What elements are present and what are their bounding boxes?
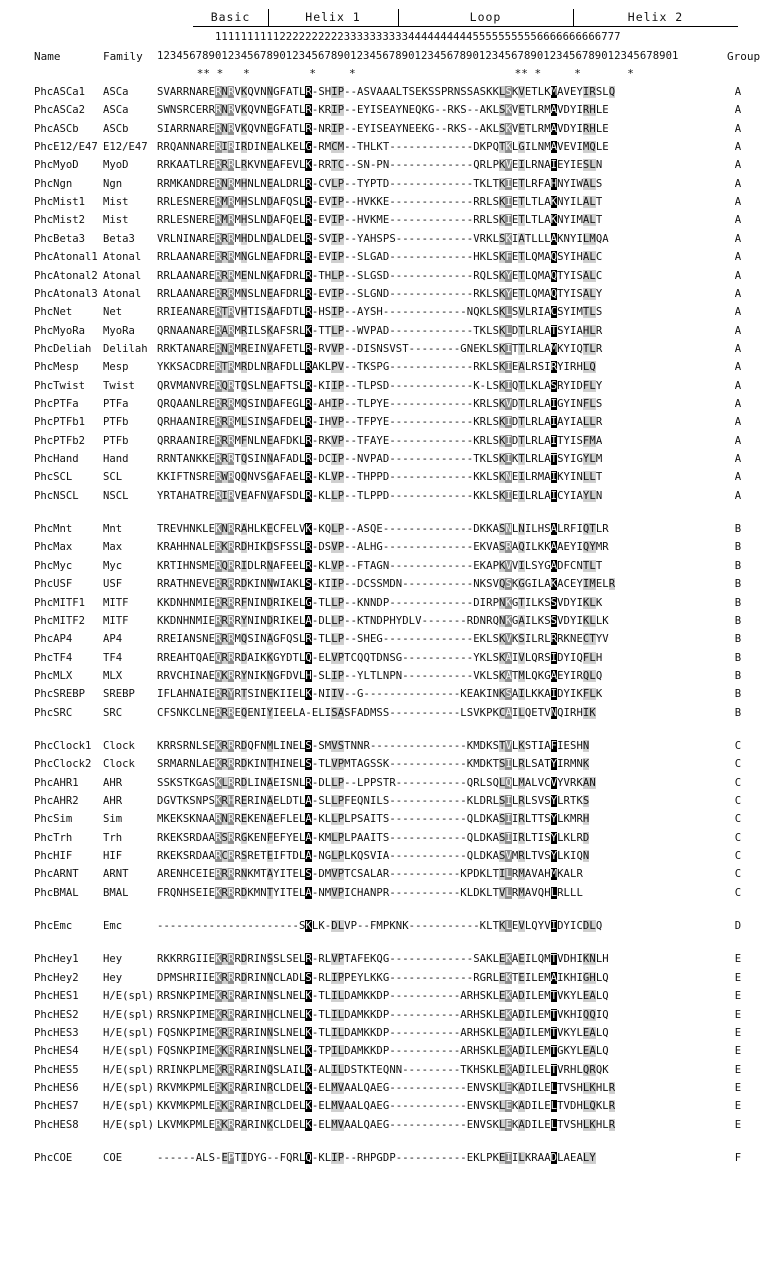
sequence-residues: KKVMKPMLERKRRARINRCLDELK-ELMVAALQAEG------------ENVSKLEKADILELTVDHLQKLR [157, 1100, 616, 1113]
sequence-residues: KKDNHNMIERRRRYNINDRIKELA-DLLP--KTNDPHYDLV-------RDNRQNKGAILKSSVDYIKLLK [157, 614, 609, 627]
sequence-group: B [734, 669, 742, 682]
sequence-residues: SWNSRCERRRNRVKQVNEGFATLR-KRIP--EYISEAYNEQKG--RKS--AKLSKVETLRMAVDYIRHLE [157, 104, 609, 117]
sequence-residues: RRLAANARERRRMNGLNEAFDRLR-EVIP--SLGAD-------------HKLSKFETLQMAQSYIHALC [157, 251, 603, 264]
sequence-residues: SVARRNARERNRVKQVNNGFATLR-SHIP--ASVAAALTSEKSSPRNSSASKKLSKVETLKMAVEYIRSLQ [157, 86, 616, 98]
table-row [0, 416, 772, 434]
sequence-name: PhcPTFb1 [34, 416, 86, 429]
table-row [0, 1045, 772, 1063]
sequence-family: ASCa [103, 104, 129, 117]
sequence-family: H/E(spl) [103, 990, 155, 1003]
sequence-group: E [734, 1100, 742, 1113]
sequence-name: PhcAtonal3 [34, 287, 98, 300]
sequence-family: ASCa [103, 86, 129, 98]
sequence-name: PhcClock1 [34, 739, 92, 752]
sequence-group: A [734, 269, 742, 282]
sequence-group: A [734, 159, 742, 172]
sequence-name: PhcAHR2 [34, 795, 79, 807]
sequence-residues: KKDNHNMIERRRRFNINDRIKELG-TLLP--KNNDP-------------DIRPNKGTILKSSVDYIKLK [157, 596, 603, 609]
sequence-group: C [734, 795, 742, 807]
sequence-name: PhcARNT [34, 868, 79, 881]
sequence-family: Mist [103, 196, 129, 209]
sequence-family: SRC [103, 706, 123, 719]
sequence-family: H/E(spl) [103, 1081, 155, 1094]
sequence-residues: RRLAANARERRRMNSLNEAFDRLR-EVIP--SLGND-------------RKLSKYETLQMAQTYISALY [157, 287, 603, 300]
sequence-family: PTFb [103, 416, 129, 429]
sequence-family: H/E(spl) [103, 1063, 155, 1076]
sequence-name: PhcE12/E47 [34, 141, 98, 153]
sequence-group: A [734, 214, 742, 227]
sequence-name: PhcHES5 [34, 1063, 79, 1076]
sequence-family: H/E(spl) [103, 1008, 155, 1021]
sequence-name: PhcDeliah [34, 342, 92, 355]
sequence-residues: FQSNKPIMEKRRRARINNSLNELK-TLILDAMKKDP-----------ARHSKLEKADILEMTVKYLEALQ [157, 1026, 609, 1039]
sequence-group: A [734, 104, 742, 117]
sequence-name: PhcSREBP [34, 688, 86, 701]
sequence-group: B [734, 559, 742, 572]
table-row [0, 233, 772, 251]
table-row [0, 104, 772, 122]
sequence-family: SREBP [103, 688, 135, 701]
table-row [0, 652, 772, 670]
sequence-name: PhcASCb [34, 122, 79, 135]
sequence-residues: SIARRNARERNRVKQVNEGFATLR-NRIP--EYISEAYNEEKG--RKS--AKLSKVETLRMAVDYIRHLE [157, 122, 609, 135]
table-row [0, 670, 772, 688]
family-column-header: Family [103, 50, 143, 63]
sequence-group: A [734, 86, 742, 98]
sequence-family: Ngn [103, 177, 123, 190]
sequence-family: ARNT [103, 868, 129, 881]
sequence-name: PhcMnt [34, 523, 73, 536]
sequence-group: A [734, 489, 742, 502]
sequence-residues: RRMKANDRERNRMHNLNEALDRLR-CVLP--TYPTD-------------TKLTKIETLRFAHNYIWALS [157, 177, 603, 190]
sequence-name: PhcTrh [34, 831, 73, 844]
table-row [0, 615, 772, 633]
table-row [0, 832, 772, 850]
table-row [0, 141, 772, 159]
sequence-group: A [734, 306, 742, 319]
sequence-family: Myc [103, 559, 123, 572]
sequence-name: PhcNet [34, 306, 73, 319]
sequence-family: Atonal [103, 251, 142, 264]
sequence-family: Sim [103, 813, 123, 826]
sequence-group: C [734, 831, 742, 844]
sequence-name: PhcHES2 [34, 1008, 79, 1021]
sequence-family: E12/E47 [103, 141, 148, 153]
sequence-name: PhcHey1 [34, 953, 79, 966]
sequence-family: H/E(spl) [103, 1026, 155, 1039]
table-row [0, 688, 772, 706]
sequence-family: H/E(spl) [103, 1100, 155, 1113]
sequence-name: PhcHES1 [34, 990, 79, 1003]
sequence-family: Max [103, 541, 123, 554]
sequence-group: B [734, 706, 742, 719]
name-column-header: Name [34, 50, 61, 63]
sequence-family: MITF [103, 614, 129, 627]
sequence-family: Hey [103, 971, 123, 984]
sequence-residues: RKEKSRDAARCRRSRETEIFTDLA-NGLPLKQSVIA------------QLDKASVMRLTVSYLKIQN [157, 850, 590, 862]
sequence-group: E [734, 1081, 742, 1094]
sequence-name: PhcNSCL [34, 489, 79, 502]
region-bar [193, 26, 738, 27]
sequence-family: Clock [103, 739, 135, 752]
sequence-family: Mesp [103, 361, 129, 374]
sequence-family: Trh [103, 831, 123, 844]
sequence-residues: FRQNHSEIEKRRRDKMNTYITELA-NMVPICHANPR-----------KLDKLTVLRMAVQHLRLLL [157, 886, 583, 899]
sequence-residues: RRNTANKKERRRTQSINNAFADLR-DCIP--NVPAD-------------TKLSKIKTLRLATSYIGYLM [157, 453, 603, 465]
table-row [0, 398, 772, 416]
table-row [0, 343, 772, 361]
sequence-residues: RKVMKPMLERKRRARINRCLDELK-ELMVAALQAEG------------ENVSKLEKADILELTVSHLKHLR [157, 1081, 616, 1094]
table-row [0, 1119, 772, 1137]
sequence-residues: KRAHHNALERKRRDHIKDSFSSLR-DSVP--ALHG--------------EKVASRAQILKKAAEYIQYMR [157, 541, 609, 554]
sequence-name: PhcHES7 [34, 1100, 79, 1113]
sequence-name: PhcHES4 [34, 1045, 79, 1058]
sequence-group: A [734, 251, 742, 264]
table-row [0, 435, 772, 453]
table-row [0, 86, 772, 104]
sequence-residues: RKKRRGIIEKRRRDRINSSLSELR-RLVPTAFEKQG-------------SAKLEKAEILQMTVDHIKNLH [157, 953, 609, 966]
table-row [0, 490, 772, 508]
sequence-name: PhcMITF2 [34, 614, 86, 627]
sequence-family: COE [103, 1151, 123, 1164]
sequence-residues: DGVTKSNPSKRHRERINAELDTLA-SLLPFEQNILS------------KLDRLSILRLSVSYLRTKS [157, 795, 590, 807]
sequence-family: Twist [103, 379, 135, 392]
sequence-group: C [734, 739, 742, 752]
sequence-name: PhcHES6 [34, 1081, 79, 1094]
sequence-group: B [734, 614, 742, 627]
sequence-name: PhcSim [34, 813, 73, 826]
sequence-group: A [734, 196, 742, 209]
sequence-residues: SRMARNLAEKRRRDKINTHINELS-TLVPMTAGSSK------------KMDKTSILRLSATYIRMNK [157, 758, 590, 771]
table-row [0, 288, 772, 306]
sequence-name: PhcSRC [34, 706, 73, 719]
sequence-family: Mist [103, 214, 129, 227]
sequence-residues: ------ALS-EPTIDYG--FQRLQ-KLIP--RHPGDP-----------EKLPKEIILKRAADLAEALY [157, 1151, 596, 1164]
sequence-group: E [734, 1063, 742, 1076]
sequence-residues: DPMSHRIIEKRRRDRINNCLADLS-RLIPPEYLKKG-------------RGRLEKTEILEMAIKHIGHLQ [157, 971, 609, 984]
sequence-name: PhcAP4 [34, 633, 73, 646]
sequence-residues: YKKSACDRERTRMRDLNRAFDLLRAKLPV--TKSPG-------------RKLSKIEALRSIRYIRHLQ [157, 361, 596, 374]
sequence-residues: RRLESNERERMRMHSLNDAFQSLR-EVIP--HVKKE-------------RRLSKIETLTLAKNYILALT [157, 196, 603, 209]
sequence-name: PhcMax [34, 541, 73, 554]
table-row [0, 1100, 772, 1118]
sequence-group: E [734, 1008, 742, 1021]
table-row [0, 707, 772, 725]
sequence-residues: SSKSTKGASKLRRDLINAEISNLR-DLLP--LPPSTR-----------QRLSQLQLMALVCVYVRKAN [157, 776, 596, 789]
table-row [0, 1082, 772, 1100]
sequence-residues: RRQANNARERIRIRDINEALKELG-RMCM--THLKT-------------DKPQTKLGILNMAVEVIMQLE [157, 141, 609, 153]
sequence-family: Atonal [103, 269, 142, 282]
table-row [0, 953, 772, 971]
sequence-name: PhcPTFa [34, 398, 79, 410]
sequence-family: AHR [103, 795, 123, 807]
sequence-name: PhcUSF [34, 578, 73, 591]
sequence-residues: RRIEANARERTRVHTISAAFDTLR-HSIP--AYSH-------------NQKLSKLSVLRIACSYIMTLS [157, 306, 603, 319]
table-row [0, 523, 772, 541]
sequence-residues: QRNAANARERARMRILSKAFSRLK-TTLP--WVPAD-------------TKLSKLDTLRLATSYIAHLR [157, 324, 603, 337]
sequence-family: MLX [103, 669, 123, 682]
sequence-family: AHR [103, 776, 123, 789]
sequence-group: C [734, 886, 742, 899]
sequence-group: D [734, 920, 742, 933]
sequence-group: E [734, 971, 742, 984]
sequence-family: SCL [103, 471, 123, 484]
sequence-name: PhcSCL [34, 471, 73, 484]
sequence-group: A [734, 324, 742, 337]
sequence-name: PhcHIF [34, 850, 73, 862]
sequence-name: PhcTF4 [34, 651, 73, 664]
sequence-group: B [734, 541, 742, 554]
sequence-residues: RRSNKPIMEKRRRARINHCLNELK-TLILDAMKKDP-----------ARHSKLEKADILEMTVKHIQQIQ [157, 1008, 609, 1021]
sequence-name: PhcHey2 [34, 971, 79, 984]
sequence-name: PhcMyc [34, 559, 73, 572]
sequence-residues: FQSNKPIMEKKRRARINNSLNELK-TPILDAMKKDP-----------ARHSKLEKADILEMTGKYLEALQ [157, 1045, 609, 1058]
sequence-residues: KRTIHNSMERQRRIDLRNAFEELR-KLVP--FTAGN-------------EKAPKVVILSYGADFCNTLT [157, 559, 603, 572]
table-row [0, 159, 772, 177]
table-row [0, 325, 772, 343]
table-row [0, 270, 772, 288]
sequence-family: MITF [103, 596, 129, 609]
sequence-group: C [734, 850, 742, 862]
table-row [0, 178, 772, 196]
sequence-residues: MKEKSKNAARNRREKENAEFLELA-KLLPLPSAITS------------QLDKASIIRLTTSYLKMRH [157, 813, 590, 826]
table-row [0, 920, 772, 938]
sequence-group: B [734, 651, 742, 664]
sequence-family: NSCL [103, 489, 129, 502]
sequence-residues: RRKAATLRERRRLRKVNEAFEVLK-RRTC--SN-PN-------------QRLPKVEILRNAIEYIESLN [157, 159, 603, 172]
sequence-family: USF [103, 578, 123, 591]
sequence-family: TF4 [103, 651, 123, 664]
sequence-residues: RRINKPLMEKRRRARINQSLAILK-ALILDSTKTEQNN---------TKHSKLEKADILELTVRHLQRQK [157, 1063, 609, 1076]
sequence-family: H/E(spl) [103, 1045, 155, 1058]
sequence-family: PTFa [103, 398, 129, 410]
sequence-group: A [734, 416, 742, 429]
sequence-family: Atonal [103, 287, 142, 300]
sequence-name: PhcASCa1 [34, 86, 86, 98]
sequence-residues: QRHAANIRERRRMLSINSAFDELR-IHVP--TFPYE-------------KRLSKIDTLRLAIAYIALLR [157, 416, 603, 429]
sequence-residues: RRLAANARERRRMENLNKAFDRLR-THLP--SLGSD-------------RQLSKYETLQMAQTYISALC [157, 269, 603, 282]
sequence-name: PhcHand [34, 453, 79, 465]
sequence-residues: RREIANSNERRRMQSINAGFQSLR-TLLP--SHEG--------------EKLSKVKSILRLRRKNECTYV [157, 633, 609, 646]
table-row [0, 758, 772, 776]
sequence-name: PhcMITF1 [34, 596, 86, 609]
sequence-name: PhcMist2 [34, 214, 86, 227]
table-row [0, 813, 772, 831]
conserved-position-marks: ** * * * * ** * * * [157, 67, 634, 80]
sequence-residues: RRATHNEVERRRRDKINNWIAKLS-KIIP--DCSSMDN-----------NKSVQSKGGILAKACEYIMELR [157, 578, 616, 591]
sequence-family: Net [103, 306, 123, 319]
sequence-name: PhcMyoRa [34, 324, 86, 337]
sequence-group: A [734, 342, 742, 355]
sequence-residues: KKIFTNSRERWRQQNVSGAFAELR-KLVP--THPPD-------------KKLSKNEILRMAIKYINLLT [157, 471, 603, 484]
region-basic-label: Basic [210, 10, 251, 24]
sequence-group: A [734, 361, 742, 374]
sequence-family: Emc [103, 920, 123, 933]
sequence-name: PhcHES3 [34, 1026, 79, 1039]
sequence-residues: IFLAHNAIERRYRTSINEKIIELK-NIIV--G---------------KEAKINKSAILKKAIDYIKFLK [157, 688, 603, 701]
sequence-name: PhcAtonal1 [34, 251, 98, 264]
sequence-name: PhcPTFb2 [34, 434, 86, 447]
sequence-group: A [734, 141, 742, 153]
sequence-group: A [734, 122, 742, 135]
sequence-name: PhcTwist [34, 379, 86, 392]
sequence-family: MyoRa [103, 324, 135, 337]
sequence-group: A [734, 287, 742, 300]
sequence-family: HIF [103, 850, 123, 862]
sequence-group: B [734, 596, 742, 609]
position-ones-row: 123456789012345678901234567890123456789012345678901234567890123456789012345678901 [157, 50, 679, 62]
table-row [0, 597, 772, 615]
sequence-residues: VRLNINARERRRMHDLNDALDELR-SVIP--YAHSPS------------VRKLSKIATLLLAKNYILMQA [157, 232, 609, 245]
table-row [0, 560, 772, 578]
sequence-group: B [734, 578, 742, 591]
sequence-name: PhcMLX [34, 669, 73, 682]
sequence-name: PhcHES8 [34, 1118, 79, 1131]
table-row [0, 471, 772, 489]
sequence-residues: QRQAANLRERRRMQSINDAFEGLR-AHIP--TLPYE-------------KRLSKVDTLRLAIGYINFLS [157, 398, 603, 410]
sequence-group: B [734, 523, 742, 536]
table-row [0, 795, 772, 813]
sequence-residues: QRVMANVRERQRTQSLNEAFTSLR-KIIP--TLPSD-------------K-LSKIQTLKLASRYIDFLY [157, 379, 603, 392]
group-column-header: Group [727, 50, 761, 63]
table-row [0, 380, 772, 398]
sequence-residues: RKEKSRDAARSRRGKENFEFYELA-KMLPLPAAITS------------QLDKASIIRLTISYLKLRD [157, 831, 590, 844]
table-row [0, 214, 772, 232]
sequence-group: A [734, 398, 742, 410]
sequence-name: PhcMist1 [34, 196, 86, 209]
sequence-name: PhcAtonal2 [34, 269, 98, 282]
sequence-family: Hand [103, 453, 129, 465]
sequence-residues: KRRSRNLSEKRRRDQFNMLINELS-SMVSTNNR---------------KMDKSTVLKSTIAFIESHN [157, 739, 590, 752]
region-loop-label: Loop [469, 10, 502, 24]
sequence-name: PhcClock2 [34, 758, 92, 771]
table-row [0, 868, 772, 886]
table-row [0, 1009, 772, 1027]
sequence-group: A [734, 232, 742, 245]
sequence-group: A [734, 379, 742, 392]
table-row [0, 453, 772, 471]
sequence-group: A [734, 471, 742, 484]
sequence-residues: TREVHNKLEKNRRAHLKECFELVK-KQLP--ASQE--------------DKKASNLNILHSALRFIQTLR [157, 523, 609, 536]
sequence-residues: CFSNKCLNERRREQENIYIEELA-ELISASFADMSS-----------LSVKPKCAILQETVNQIRHIK [157, 706, 596, 719]
table-row [0, 777, 772, 795]
sequence-family: PTFb [103, 434, 129, 447]
sequence-group: C [734, 813, 742, 826]
sequence-name: PhcMyoD [34, 159, 79, 172]
sequence-residues: RRLESNERERMRMHSLNDAFQELR-EVIP--HVKME-------------RRLSKIETLTLAKNYIMALT [157, 214, 603, 227]
sequence-name: PhcAHR1 [34, 776, 79, 789]
sequence-group: E [734, 953, 742, 966]
sequence-family: Clock [103, 758, 135, 771]
table-row [0, 887, 772, 905]
sequence-group: C [734, 868, 742, 881]
region-helix2-label: Helix 2 [627, 10, 684, 24]
table-row [0, 740, 772, 758]
sequence-residues: RRKTANARERNRMREINVAFETLR-RVVP--DISNSVST--------GNEKLSKITTLRLAMKYIQTLR [157, 342, 603, 355]
table-row [0, 1064, 772, 1082]
sequence-family: MyoD [103, 159, 129, 172]
sequence-group: B [734, 688, 742, 701]
sequence-group: E [734, 1045, 742, 1058]
table-row [0, 972, 772, 990]
sequence-family: Mnt [103, 523, 123, 536]
sequence-name: PhcBeta3 [34, 232, 86, 245]
sequence-name: PhcMesp [34, 361, 79, 374]
sequence-family: ASCb [103, 122, 129, 135]
sequence-name: PhcASCa2 [34, 104, 86, 117]
table-row [0, 196, 772, 214]
sequence-name: PhcBMAL [34, 886, 79, 899]
table-row [0, 850, 772, 868]
sequence-family: AP4 [103, 633, 123, 646]
sequence-residues: RRVCHINAEQKRRYNIKNGFDVLH-SLIP--YLTLNPN-----------VKLSKATMLQKGAEYIRQLQ [157, 669, 603, 682]
table-row [0, 541, 772, 559]
sequence-name: PhcEmc [34, 920, 73, 933]
sequence-family: Beta3 [103, 232, 135, 245]
sequence-residues: LKVMKPMLERKRRARINKCLDELK-ELMVAALQAEG------------ENVSKLEKADILELTVSHLKHLR [157, 1118, 616, 1131]
sequence-residues: ----------------------SKLK-DLVP--FMPKNK-----------KLTKLEVLQYVIDYICDLQ [157, 920, 603, 933]
sequence-group: C [734, 758, 742, 771]
sequence-group: E [734, 1118, 742, 1131]
sequence-family: Hey [103, 953, 123, 966]
sequence-group: A [734, 453, 742, 465]
sequence-residues: YRTAHATRERIRVEAFNVAFSDLR-KLLP--TLPPD-------------KKLSKIEILRLAICYIAYLN [157, 489, 603, 502]
sequence-name: PhcNgn [34, 177, 73, 190]
sequence-residues: QRRAANIRERRRMFNLNEAFDKLR-RKVP--TFAYE-------------KRLSKIDTLRLAITYISFMA [157, 434, 603, 447]
position-tens-row: 111111111122222222223333333333444444444455555555556666666666777 [157, 31, 621, 43]
sequence-group: E [734, 990, 742, 1003]
table-row [0, 361, 772, 379]
sequence-family: H/E(spl) [103, 1118, 155, 1131]
sequence-family: Delilah [103, 342, 148, 355]
sequence-group: B [734, 633, 742, 646]
table-row [0, 306, 772, 324]
table-row [0, 1027, 772, 1045]
sequence-residues: ARENHCEIERRRRNKMTAYITELS-DMVPTCSALAR-----------KPDKLTILRMAVAHMKALR [157, 868, 583, 881]
sequence-group: F [734, 1151, 742, 1164]
sequence-family: BMAL [103, 886, 129, 899]
region-helix1-label: Helix 1 [305, 10, 361, 24]
table-row [0, 123, 772, 141]
table-row [0, 990, 772, 1008]
sequence-residues: RREAHTQAEQRRRDAIKKGYDTLQ-ELVPTCQQTDNSG-----------YKLSKAIVLQRSIDYIQFLH [157, 651, 603, 664]
sequence-group: A [734, 434, 742, 447]
sequence-residues: RRSNKPIMEKRRRARINNSLNELK-TLILDAMKKDP-----------ARHSKLEKADILEMTVKYLEALQ [157, 990, 609, 1003]
table-row [0, 578, 772, 596]
table-row [0, 633, 772, 651]
table-row [0, 251, 772, 269]
sequence-name: PhcCOE [34, 1151, 73, 1164]
table-row [0, 1152, 772, 1170]
sequence-group: A [734, 177, 742, 190]
sequence-group: C [734, 776, 742, 789]
sequence-group: E [734, 1026, 742, 1039]
